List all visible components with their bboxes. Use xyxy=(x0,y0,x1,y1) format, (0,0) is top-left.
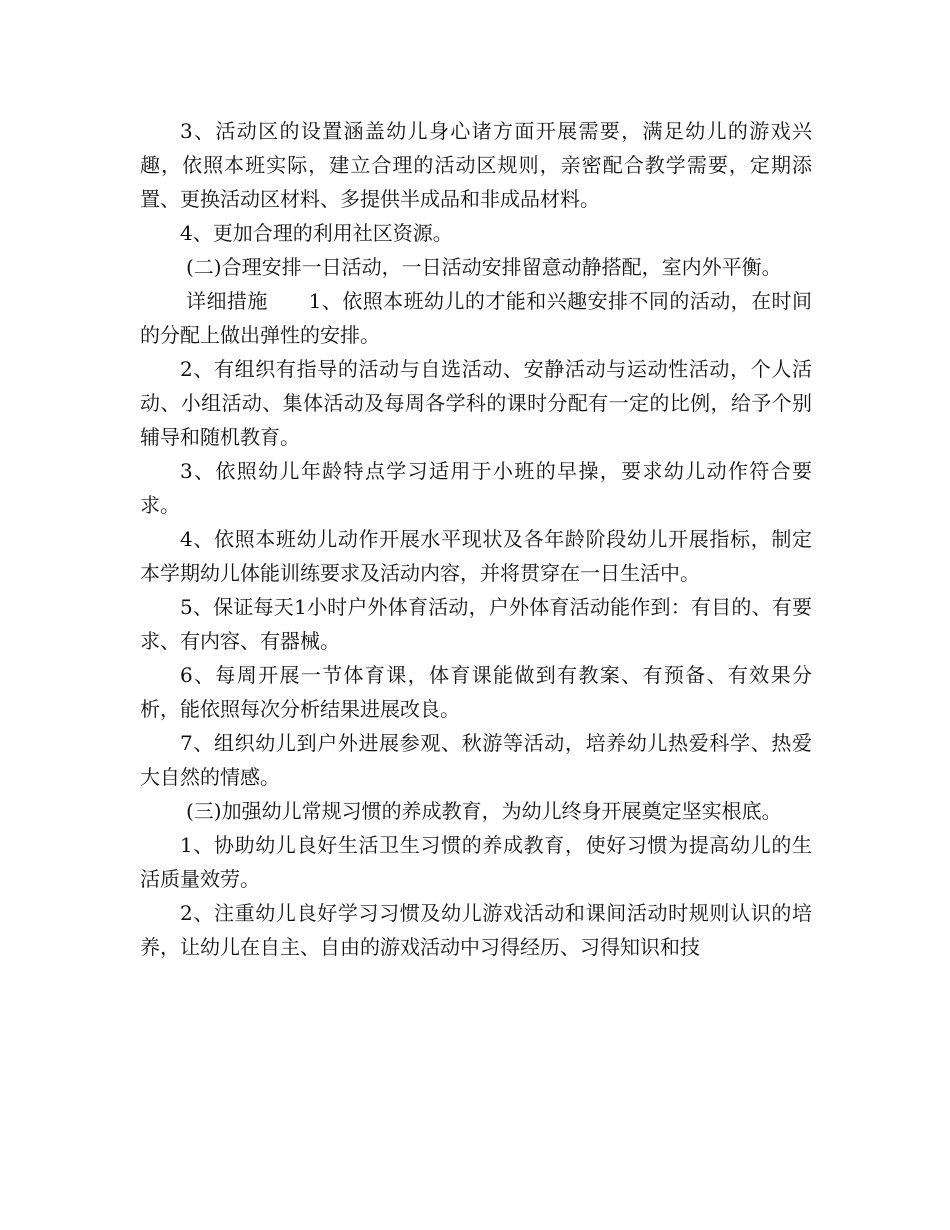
paragraph-pe-class: 6、每周开展一节体育课，体育课能做到有教案、有预备、有效果分析，能依照每次分析结果进展改良。 xyxy=(140,663,812,721)
paragraph-detailed-measures: 详细措施 1、依照本班幼儿的才能和兴趣安排不同的活动，在时间的分配上做出弹性的安排。 xyxy=(140,289,812,347)
section-heading-daily-activities: (二)合理安排一日活动，一日活动安排留意动静搭配，室内外平衡。 xyxy=(186,255,782,279)
paragraph-community-resources: 4、更加合理的利用社区资源。 xyxy=(180,221,453,245)
paragraph-morning-exercise: 3、依照幼儿年龄特点学习适用于小班的早操，要求幼儿动作符合要求。 xyxy=(140,459,812,517)
paragraph-hygiene-habits: 1、协助幼儿良好生活卫生习惯的养成教育，使好习惯为提高幼儿的生活质量效劳。 xyxy=(140,833,812,891)
paragraph-physical-training: 4、依照本班幼儿动作开展水平现状及各年龄阶段幼儿开展指标，制定本学期幼儿体能训练要求及活动内容，并将贯穿在一日生活中。 xyxy=(140,527,812,585)
paragraph-activity-area-setup: 3、活动区的设置涵盖幼儿身心诸方面开展需要，满足幼儿的游戏兴趣，依照本班实际，建立合理的活动区规则，亲密配合教学需要，定期添置、更换活动区材料、多提供半成品和非成品材料。 xyxy=(140,119,812,211)
paragraph-field-trips: 7、组织幼儿到户外进展参观、秋游等活动，培养幼儿热爱科学、热爱大自然的情感。 xyxy=(140,731,812,789)
document-body xyxy=(140,114,812,964)
paragraph-learning-habits: 2、注重幼儿良好学习习惯及幼儿游戏活动和课间活动时规则认识的培养，让幼儿在自主、自由的游戏活动中习得经历、习得知识和技 xyxy=(140,901,812,959)
paragraph-organized-activities: 2、有组织有指导的活动与自选活动、安静活动与运动性活动，个人活动、小组活动、集体活动及每周各学科的课时分配有一定的比例，给予个别辅导和随机教育。 xyxy=(140,357,812,449)
section-heading-routine-habits: (三)加强幼儿常规习惯的养成教育，为幼儿终身开展奠定坚实根底。 xyxy=(186,799,782,823)
paragraph-outdoor-sports: 5、保证每天1小时户外体育活动，户外体育活动能作到：有目的、有要求、有内容、有器械。 xyxy=(140,595,812,653)
